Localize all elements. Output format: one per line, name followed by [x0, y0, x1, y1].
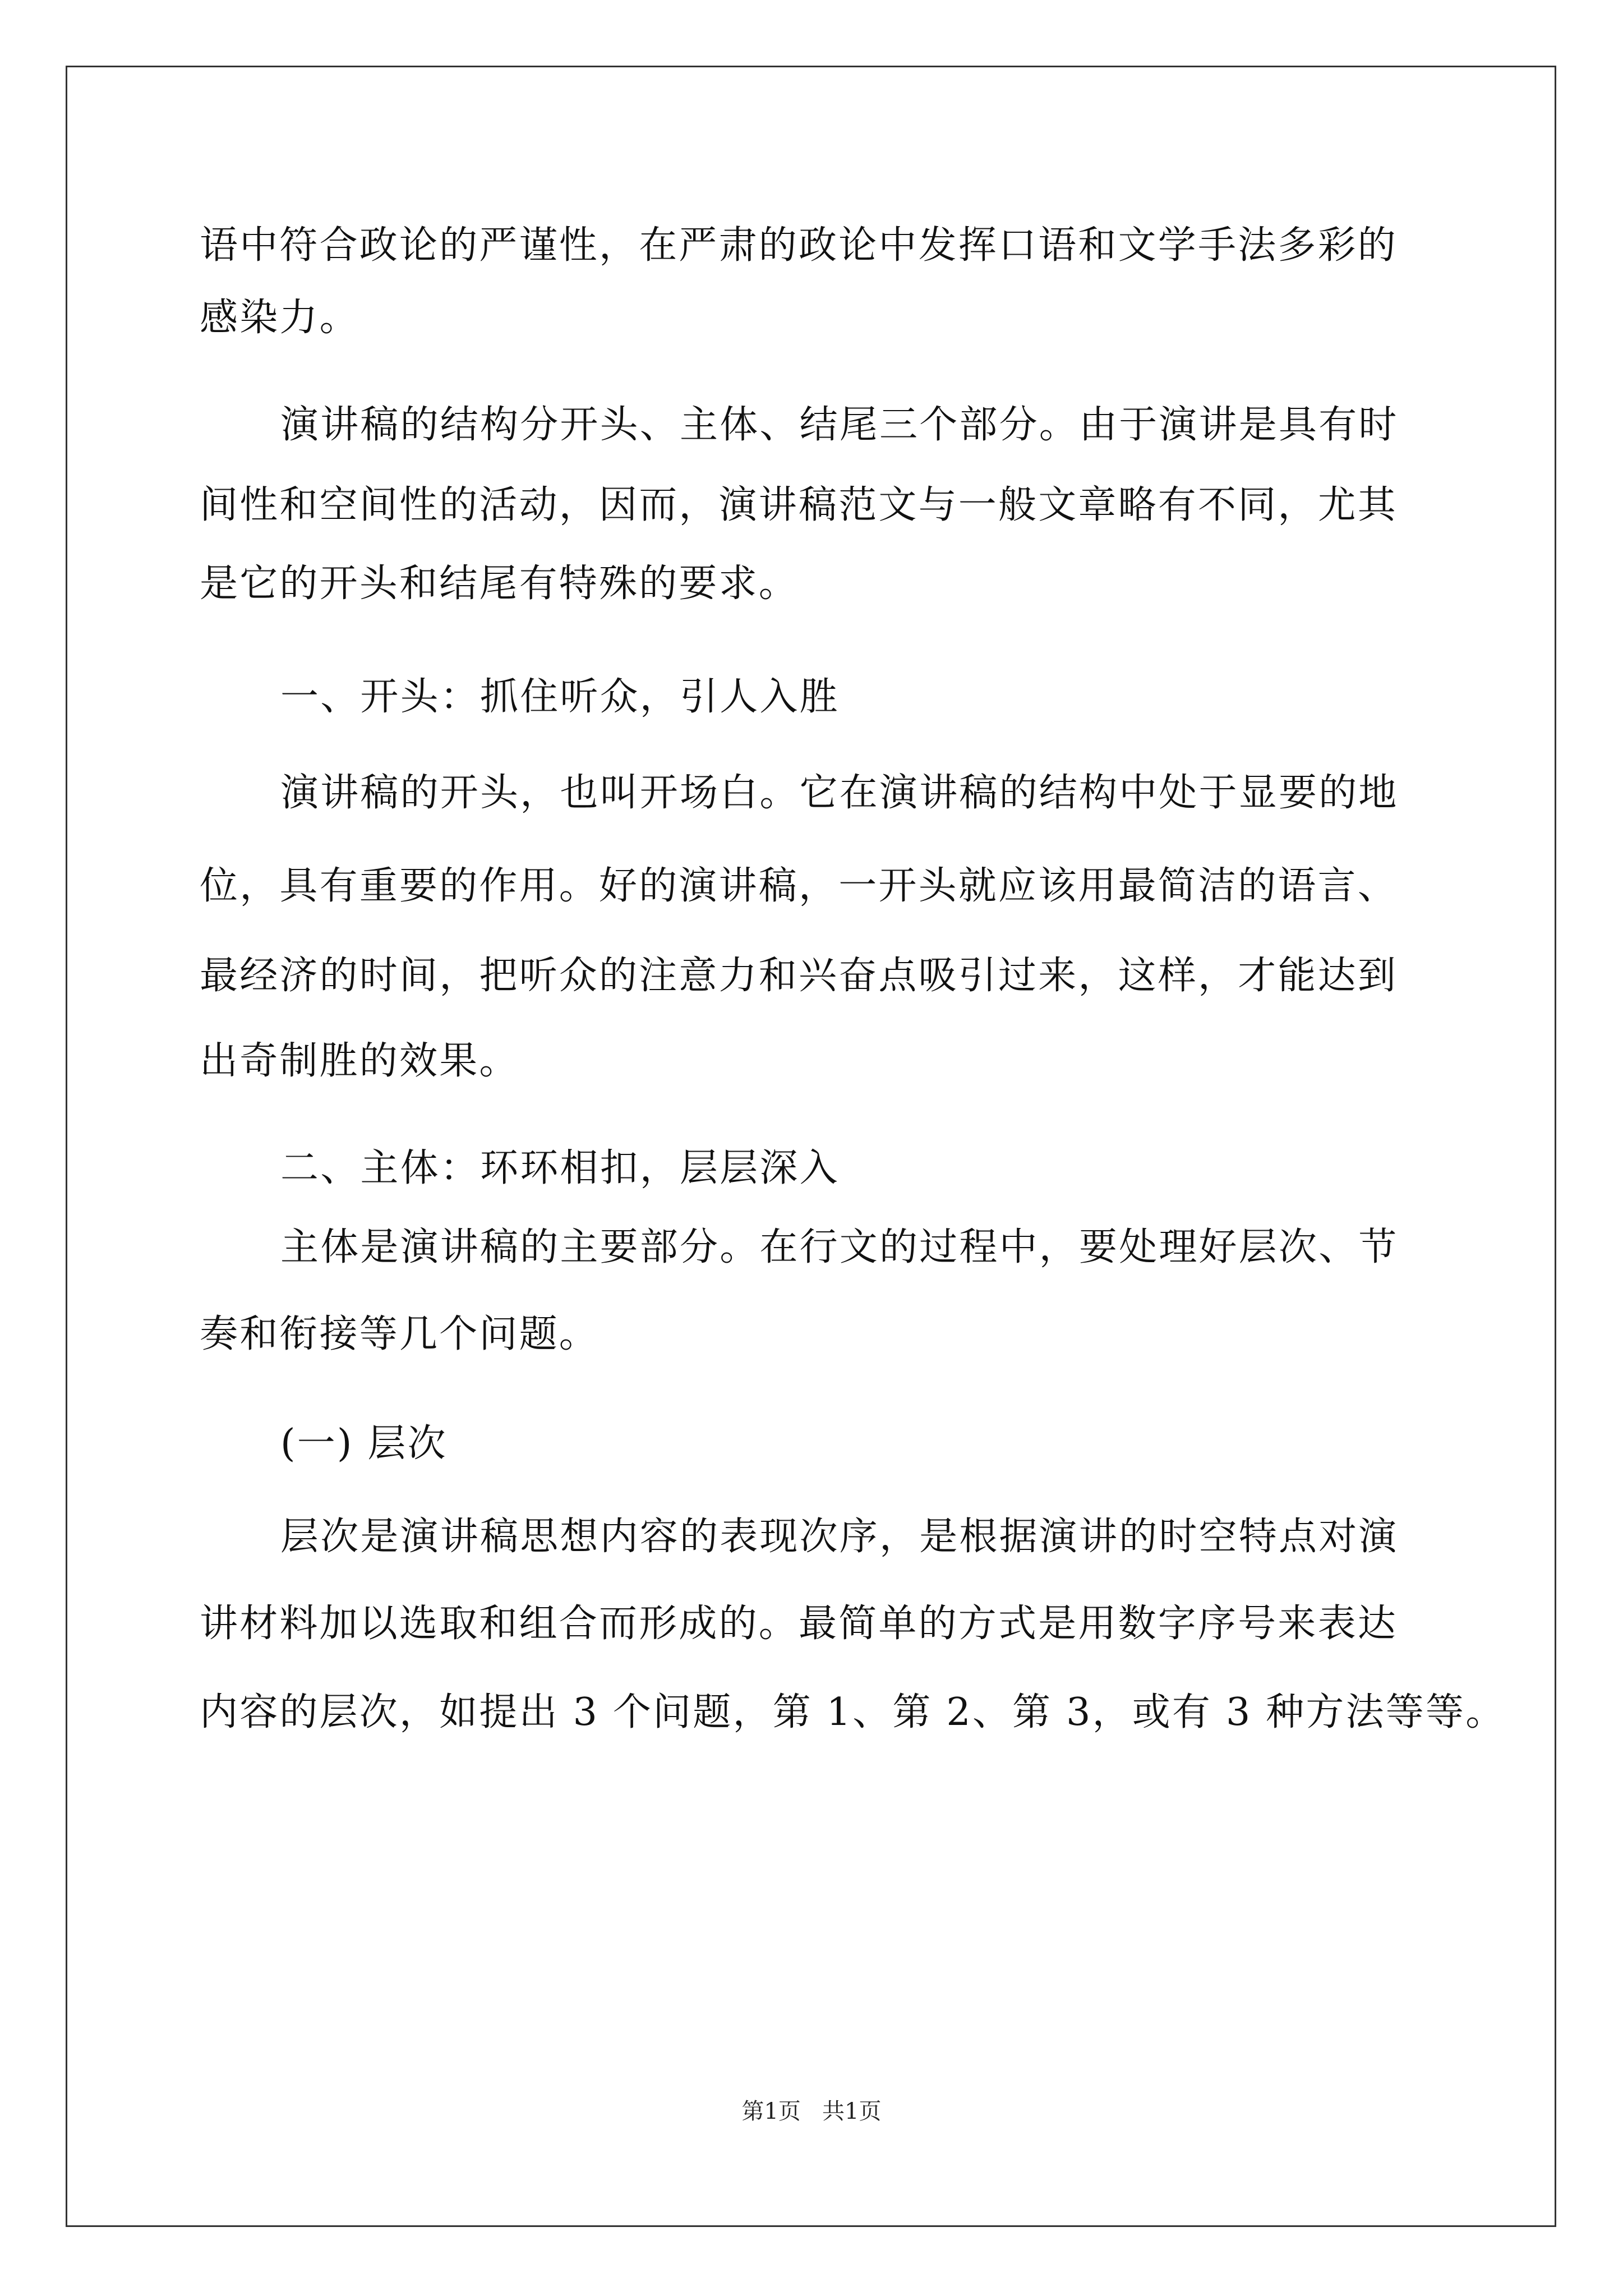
- paragraph-first-line: 主体是演讲稿的主要部分。在行文的过程中，要处理好层次、节: [280, 1225, 1399, 1269]
- paragraph-first-line: 演讲稿的结构分开头、主体、结尾三个部分。由于演讲是具有时: [280, 403, 1399, 447]
- body-line: 位，具有重要的作用。好的演讲稿，一开头就应该用最简洁的语言、: [200, 864, 1398, 908]
- body-line: 出奇制胜的效果。: [200, 1039, 519, 1083]
- body-line: 感染力。: [200, 296, 359, 340]
- section-heading: 一、开头：抓住听众，引人入胜: [280, 675, 840, 719]
- body-line: 是它的开头和结尾有特殊的要求。: [200, 562, 799, 606]
- paragraph-first-line: 层次是演讲稿思想内容的表现次序，是根据演讲的时空特点对演: [280, 1515, 1399, 1559]
- page-footer: 第1页 共1页: [741, 2099, 882, 2124]
- body-line: 语中符合政论的严谨性，在严肃的政论中发挥口语和文学手法多彩的: [200, 223, 1398, 268]
- paragraph-first-line: 演讲稿的开头，也叫开场白。它在演讲稿的结构中处于显要的地: [280, 771, 1399, 815]
- body-line: 讲材料加以选取和组合而形成的。最简单的方式是用数字序号来表达: [200, 1602, 1398, 1646]
- section-heading: 二、主体：环环相扣，层层深入: [280, 1146, 840, 1190]
- body-line: 内容的层次，如提出 3 个问题，第 1、第 2、第 3，或有 3 种方法等等。: [200, 1690, 1506, 1734]
- body-line: 间性和空间性的活动，因而，演讲稿范文与一般文章略有不同，尤其: [200, 483, 1398, 527]
- subsection-heading: (一) 层次: [280, 1421, 448, 1466]
- body-line: 奏和衔接等几个问题。: [200, 1312, 600, 1356]
- body-line: 最经济的时间，把听众的注意力和兴奋点吸引过来，这样，才能达到: [200, 954, 1398, 998]
